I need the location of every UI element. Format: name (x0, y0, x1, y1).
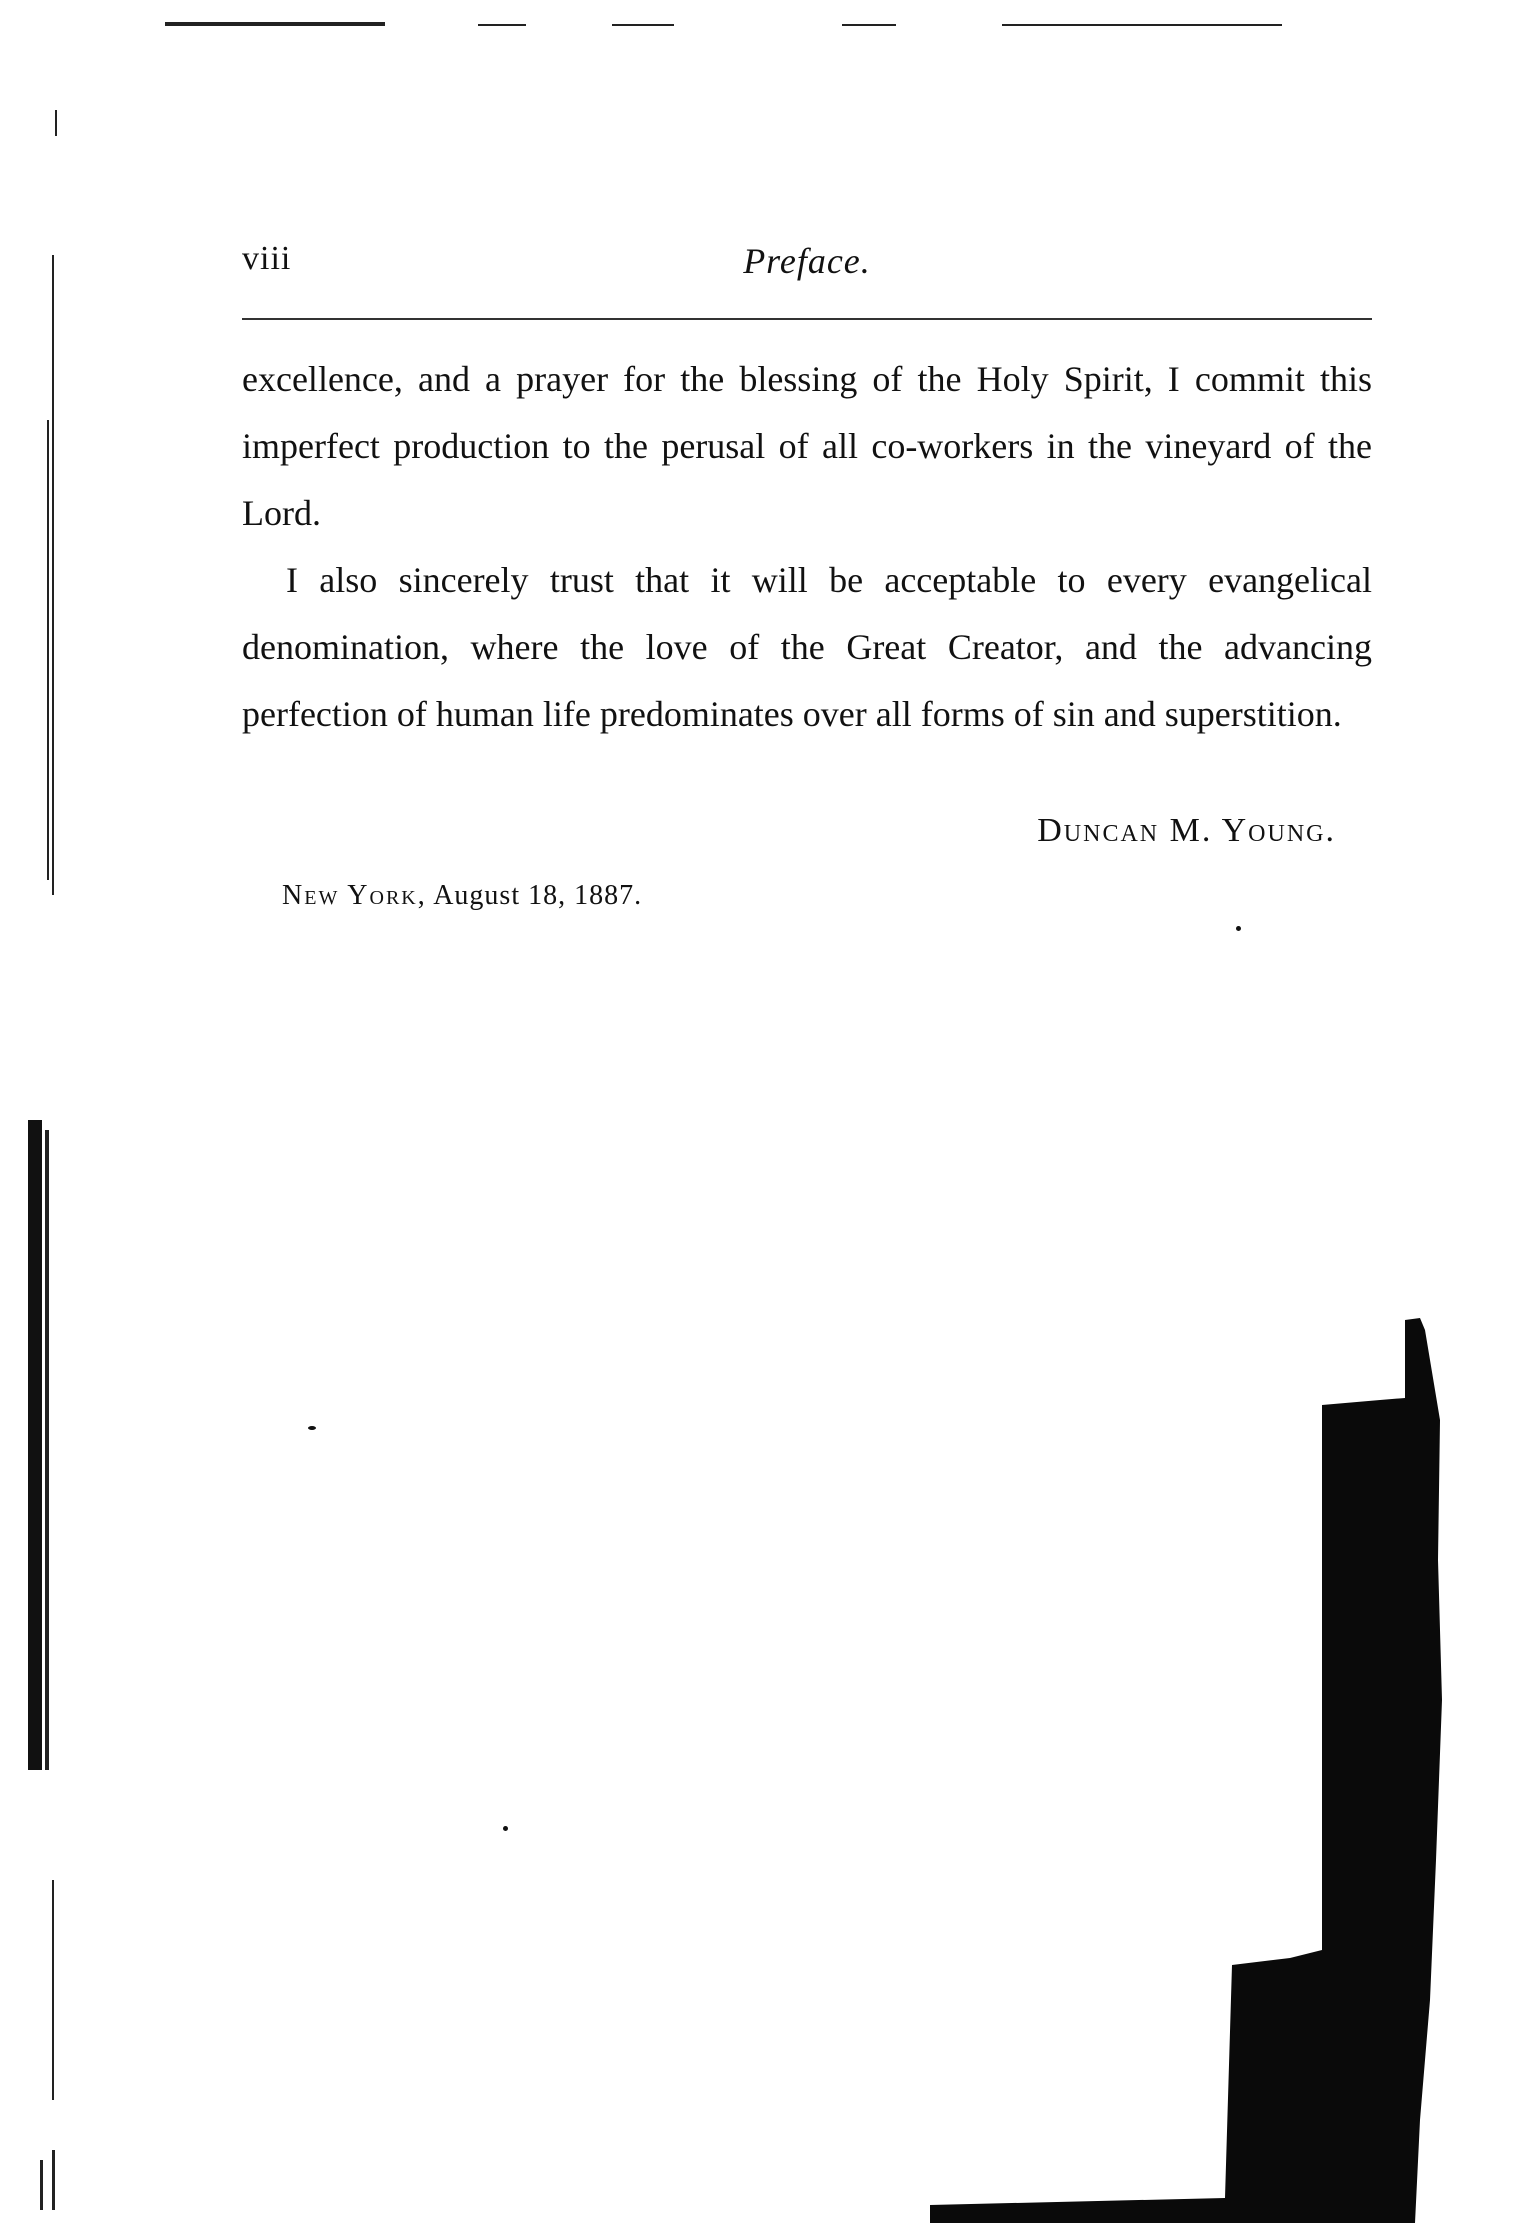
dateline-date: August 18, 1887. (433, 880, 643, 911)
page-number: viii (242, 240, 292, 277)
dateline-place: New York, (282, 880, 427, 911)
signature: Duncan M. Young. (1037, 812, 1336, 849)
paragraph: excellence, and a prayer for the blessing of the Holy Spirit, I commit this imperfect production to the perusal of all co-workers in the vineyard of the Lord. (242, 359, 1372, 533)
running-title: Preface. (743, 241, 871, 281)
paragraph: I also sincerely trust that it will be acceptable to every evangelical denomination, where the love of the Great Creator, and the advancing perfection of human life predominates over all forms of sin and superstition. (242, 560, 1372, 734)
